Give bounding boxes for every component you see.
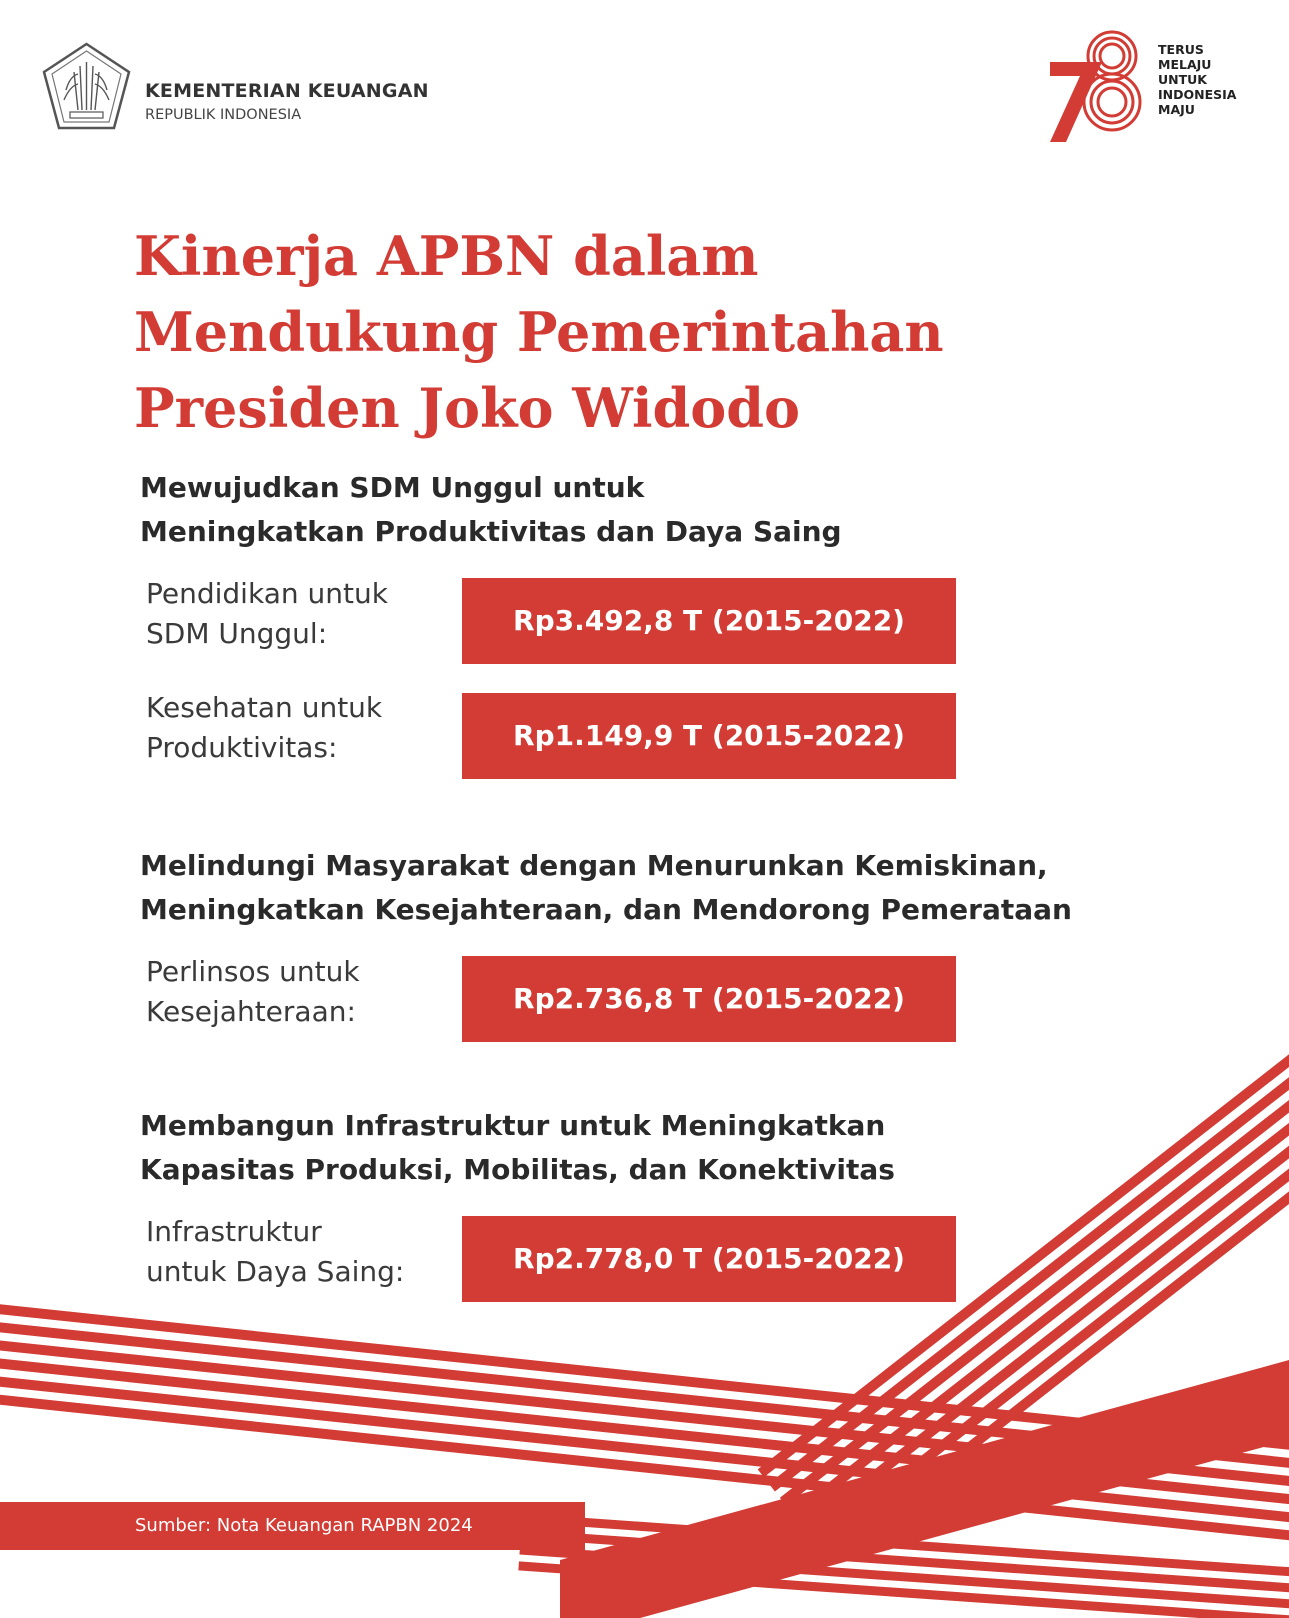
item-label-line: Kesehatan untuk <box>146 691 383 724</box>
item-label-kesehatan <box>146 688 446 768</box>
item-label-infrastruktur <box>146 1212 446 1292</box>
page-title <box>134 218 1134 446</box>
ministry-subtitle: REPUBLIK INDONESIA <box>145 107 302 123</box>
value-box-kesehatan: Rp1.149,9 T (2015-2022) <box>462 693 956 779</box>
item-label-perlinsos <box>146 952 446 1032</box>
section-heading-line: Melindungi Masyarakat dengan Menurunkan Kemiskinan, <box>140 849 1048 882</box>
anniversary-78-logo-icon <box>1050 26 1150 144</box>
tagline-line: TERUS <box>1158 42 1204 57</box>
source-text: Sumber: Nota Keuangan RAPBN 2024 <box>135 1515 473 1536</box>
item-label-line: untuk Daya Saing: <box>146 1255 405 1288</box>
item-label-line: Produktivitas: <box>146 731 338 764</box>
anniversary-tagline <box>1158 42 1273 117</box>
item-label-line: Infrastruktur <box>146 1215 322 1248</box>
value-box-perlinsos: Rp2.736,8 T (2015-2022) <box>462 956 956 1042</box>
value-box-infrastruktur: Rp2.778,0 T (2015-2022) <box>462 1216 956 1302</box>
section-heading-line: Meningkatkan Kesejahteraan, dan Mendorong Pemerataan <box>140 893 1072 926</box>
item-label-line: Pendidikan untuk <box>146 577 388 610</box>
section-heading-line: Kapasitas Produksi, Mobilitas, dan Konektivitas <box>140 1153 895 1186</box>
item-label-line: SDM Unggul: <box>146 617 328 650</box>
title-line: Kinerja APBN dalam <box>134 224 759 288</box>
section-heading-infrastruktur <box>140 1104 1180 1192</box>
ministry-emblem-icon <box>40 40 133 133</box>
title-line: Presiden Joko Widodo <box>134 376 801 440</box>
section-heading-line: Mewujudkan SDM Unggul untuk <box>140 471 645 504</box>
section-heading-perlindungan <box>140 844 1180 932</box>
source-bar <box>0 1502 585 1550</box>
tagline-line: INDONESIA <box>1158 87 1237 102</box>
item-label-line: Perlinsos untuk <box>146 955 360 988</box>
section-heading-line: Membangun Infrastruktur untuk Meningkatkan <box>140 1109 886 1142</box>
item-label-pendidikan <box>146 574 446 654</box>
tagline-line: UNTUK <box>1158 72 1207 87</box>
tagline-line: MAJU <box>1158 102 1195 117</box>
value-box-pendidikan: Rp3.492,8 T (2015-2022) <box>462 578 956 664</box>
section-heading-line: Meningkatkan Produktivitas dan Daya Saing <box>140 515 842 548</box>
tagline-line: MELAJU <box>1158 57 1212 72</box>
title-line: Mendukung Pemerintahan <box>134 300 944 364</box>
item-label-line: Kesejahteraan: <box>146 995 356 1028</box>
section-heading-sdm <box>140 466 1180 554</box>
ministry-name: KEMENTERIAN KEUANGAN <box>145 80 429 102</box>
